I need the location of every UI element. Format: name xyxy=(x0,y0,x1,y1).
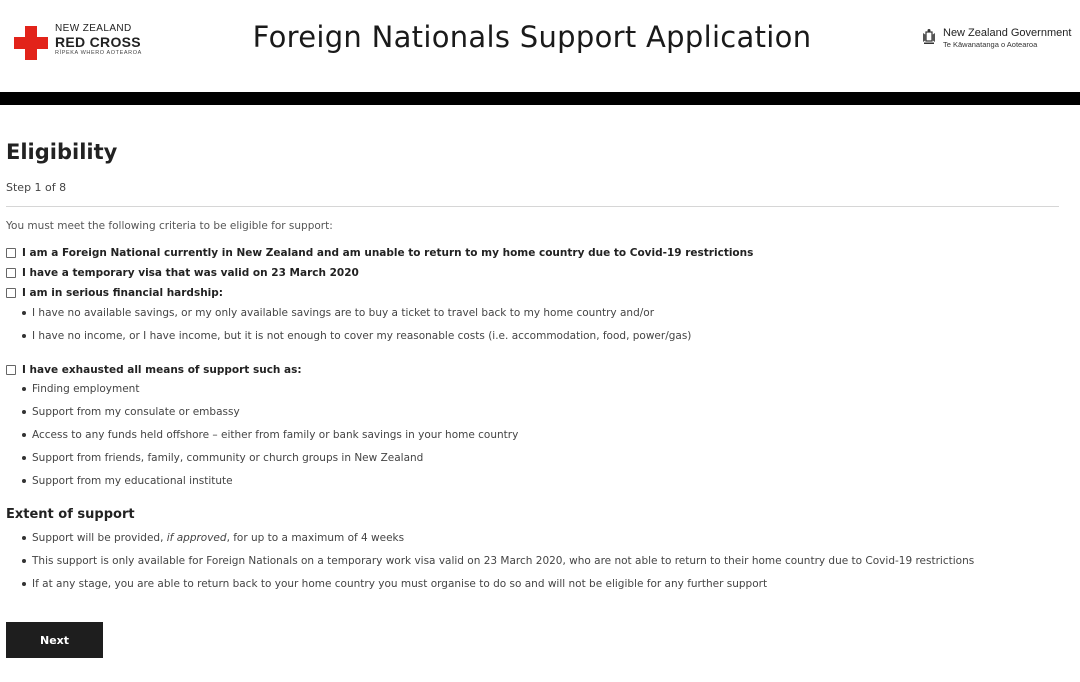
list-item: If at any stage, you are able to return back to your home country you must organise to do so and will not be eligible for any further support xyxy=(6,577,1059,591)
criterion-label: I have a temporary visa that was valid on 23 March 2020 xyxy=(22,267,359,279)
criterion-temporary-visa[interactable] xyxy=(6,266,1059,280)
checkbox[interactable] xyxy=(6,365,16,375)
header-divider-bar xyxy=(0,92,1080,105)
list-item: Support from my educational institute xyxy=(6,474,1059,488)
main-content xyxy=(6,138,1059,591)
logo-line-2: RED CROSS xyxy=(55,34,141,50)
next-button[interactable]: Next xyxy=(6,622,103,658)
extent-list xyxy=(6,531,1059,591)
page-title: Eligibility xyxy=(6,140,118,164)
list-item: I have no available savings, or my only available savings are to buy a ticket to travel back to my home country and/or xyxy=(6,306,1059,320)
hardship-list xyxy=(6,306,1059,343)
gov-name: New Zealand Government xyxy=(943,27,1072,39)
criterion-financial-hardship[interactable] xyxy=(6,286,1059,300)
criterion-foreign-national[interactable] xyxy=(6,246,1059,260)
list-item: Support from my consulate or embassy xyxy=(6,405,1059,419)
list-item: Support from friends, family, community or church groups in New Zealand xyxy=(6,451,1059,465)
app-title: Foreign Nationals Support Application xyxy=(252,20,812,54)
coat-of-arms-icon xyxy=(920,28,938,46)
criterion-exhausted-support[interactable] xyxy=(6,363,1059,377)
list-item: Finding employment xyxy=(6,382,1059,396)
checkbox[interactable] xyxy=(6,268,16,278)
extent-heading: Extent of support xyxy=(6,507,135,522)
criteria-intro: You must meet the following criteria to be eligible for support: xyxy=(6,220,333,232)
criterion-label: I am in serious financial hardship: xyxy=(22,287,223,299)
extent-text-emphasis: if approved xyxy=(166,532,227,544)
nz-government-logo[interactable] xyxy=(920,28,1071,49)
list-item: I have no income, or I have income, but it is not enough to cover my reasonable costs (i.e. accommodation, food, power/gas) xyxy=(6,329,1059,343)
logo-line-1: NEW ZEALAND xyxy=(55,23,132,34)
checkbox[interactable] xyxy=(6,248,16,258)
step-indicator: Step 1 of 8 xyxy=(6,181,67,194)
criterion-label: I am a Foreign National currently in New Zealand and am unable to return to my home country due to Covid-19 restrictions xyxy=(22,247,754,259)
gov-name-maori: Te Kāwanatanga o Aotearoa xyxy=(943,40,1038,49)
list-item: This support is only available for Foreign Nationals on a temporary work visa valid on 23 March 2020, who are not able to return to their home country due to Covid-19 restrictions xyxy=(6,554,1059,568)
extent-text-before: Support will be provided, xyxy=(32,532,167,544)
logo-line-3: RĪPEKA WHERO AOTEAROA xyxy=(55,50,142,56)
site-header xyxy=(0,0,1080,92)
extent-text-after: , for up to a maximum of 4 weeks xyxy=(226,532,405,544)
section-divider xyxy=(6,206,1059,207)
support-list xyxy=(6,382,1059,488)
list-item xyxy=(6,531,1059,545)
checkbox[interactable] xyxy=(6,288,16,298)
criterion-label: I have exhausted all means of support such as: xyxy=(22,364,302,376)
list-item: Access to any funds held offshore – either from family or bank savings in your home country xyxy=(6,428,1059,442)
